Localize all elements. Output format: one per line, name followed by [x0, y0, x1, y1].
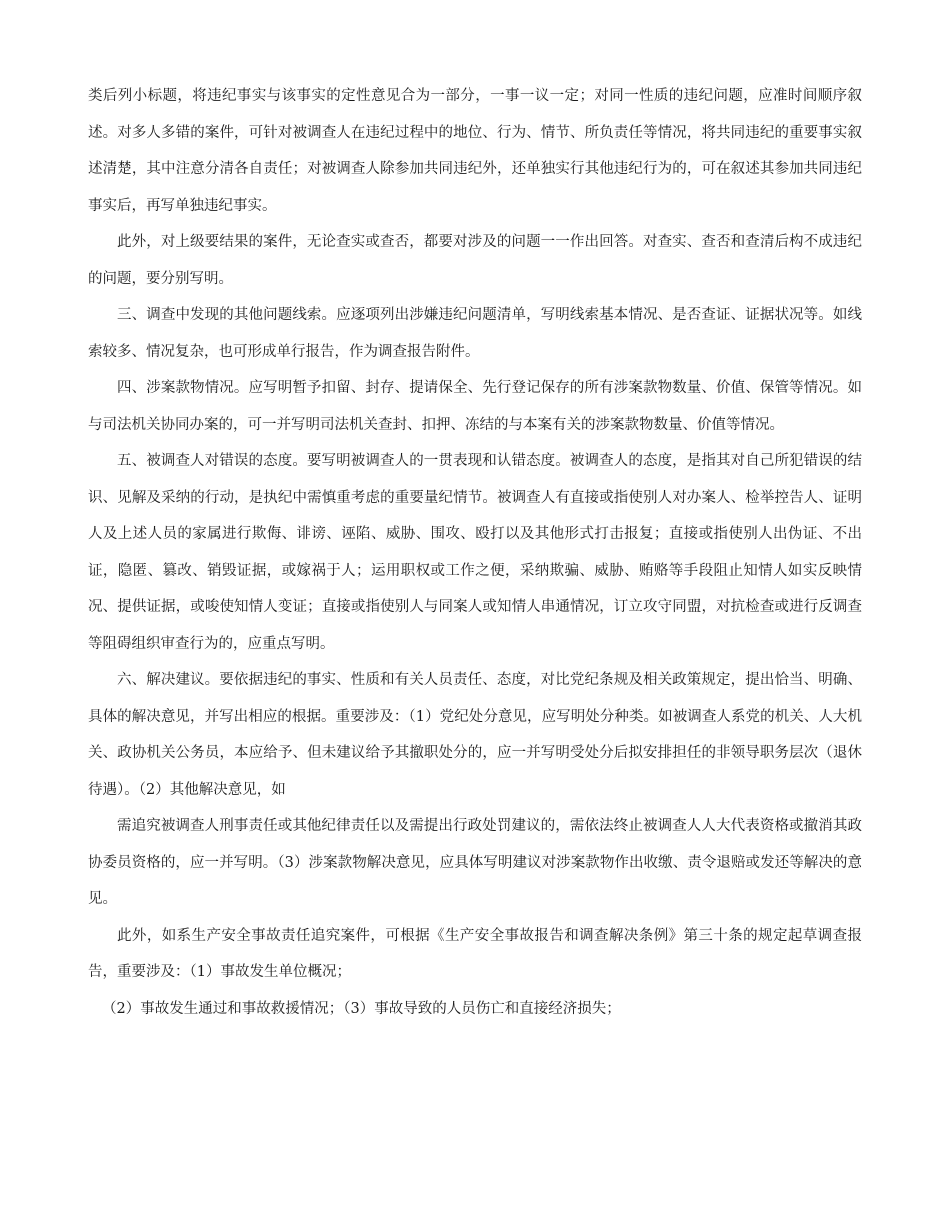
paragraph-section-six: 六、解决建议。要依据违纪的事实、性质和有关人员责任、态度，对比党纪条规及相关政策规定，提出恰当、明确、具体的解决意见，并写出相应的根据。重要涉及：（1）党纪处分意见，应写明处分种类。如被调查人系党的机关、人大机关、政协机关公务员，本应给予、但未建议给予其撤职处分的，应一并写明受处分后拟安排担任的非领导职务层次（退休待遇）。（2）其他解决意见，如: [88, 672, 862, 798]
paragraph-accident-items: （2）事故发生通过和事故救援情况；（3）事故导致的人员伤亡和直接经济损失；: [102, 1000, 621, 1017]
paragraph-section-five: 五、被调查人对错误的态度。要写明被调查人的一贯表现和认错态度。被调查人的态度，是指其对自己所犯错误的结识、见解及采纳的行动，是执纪中需慎重考虑的重要量纪情节。被调查人有直接或指使别人对办案人、检举控告人、证明人及上述人员的家属进行欺侮、诽谤、诬陷、威胁、围攻、殴打以及其他形式打击报复；直接或指使别人出伪证、不出证，隐匿、篡改、销毁证据，或嫁祸于人；运用职权或工作之便，采纳欺骗、威胁、贿赂等手段阻止知情人如实反映情况、提供证据，或唆使知情人变证；直接或指使别人与同案人或知情人串通情况，订立攻守同盟，对抗检查或进行反调查等阻碍组织审查行为的，应重点写明。: [88, 453, 862, 652]
paragraph-safety-accident: 此外，如系生产安全事故责任追究案件，可根据《生产安全事故报告和调查解决条例》第三十条的规定起草调查报告，重要涉及：（1）事故发生单位概况；: [88, 927, 862, 980]
paragraph-section-six-continued: 需追究被调查人刑事责任或其他纪律责任以及需提出行政处罚建议的，需依法终止被调查人人大代表资格或撤消其政协委员资格的，应一并写明。（3）涉案款物解决意见，应具体写明建议对涉案款物作出收缴、责令退赔或发还等解决的意见。: [88, 818, 862, 907]
paragraph-superior-cases: 此外，对上级要结果的案件，无论查实或查否，都要对涉及的问题一一作出回答。对查实、查否和查清后构不成违纪的问题，要分别写明。: [88, 234, 862, 287]
paragraph-continuation: 类后列小标题，将违纪事实与该事实的定性意见合为一部分，一事一议一定；对同一性质的违纪问题，应准时间顺序叙述。对多人多错的案件，可针对被调查人在违纪过程中的地位、行为、情节、所负责任等情况，将共同违纪的重要事实叙述清楚，其中注意分清各自责任；对被调查人除参加共同违纪外，还单独实行其他违纪行为的，可在叙述其参加共同违纪事实后，再写单独违纪事实。: [88, 88, 862, 214]
paragraph-section-three: 三、调查中发现的其他问题线索。应逐项列出涉嫌违纪问题清单，写明线索基本情况、是否查证、证据状况等。如线索较多、情况复杂，也可形成单行报告，作为调查报告附件。: [88, 307, 862, 360]
paragraph-section-four: 四、涉案款物情况。应写明暂予扣留、封存、提请保全、先行登记保存的所有涉案款物数量、价值、保管等情况。如与司法机关协同办案的，可一并写明司法机关查封、扣押、冻结的与本案有关的涉案款物数量、价值等情况。: [88, 380, 862, 433]
document-page: [88, 78, 862, 1027]
